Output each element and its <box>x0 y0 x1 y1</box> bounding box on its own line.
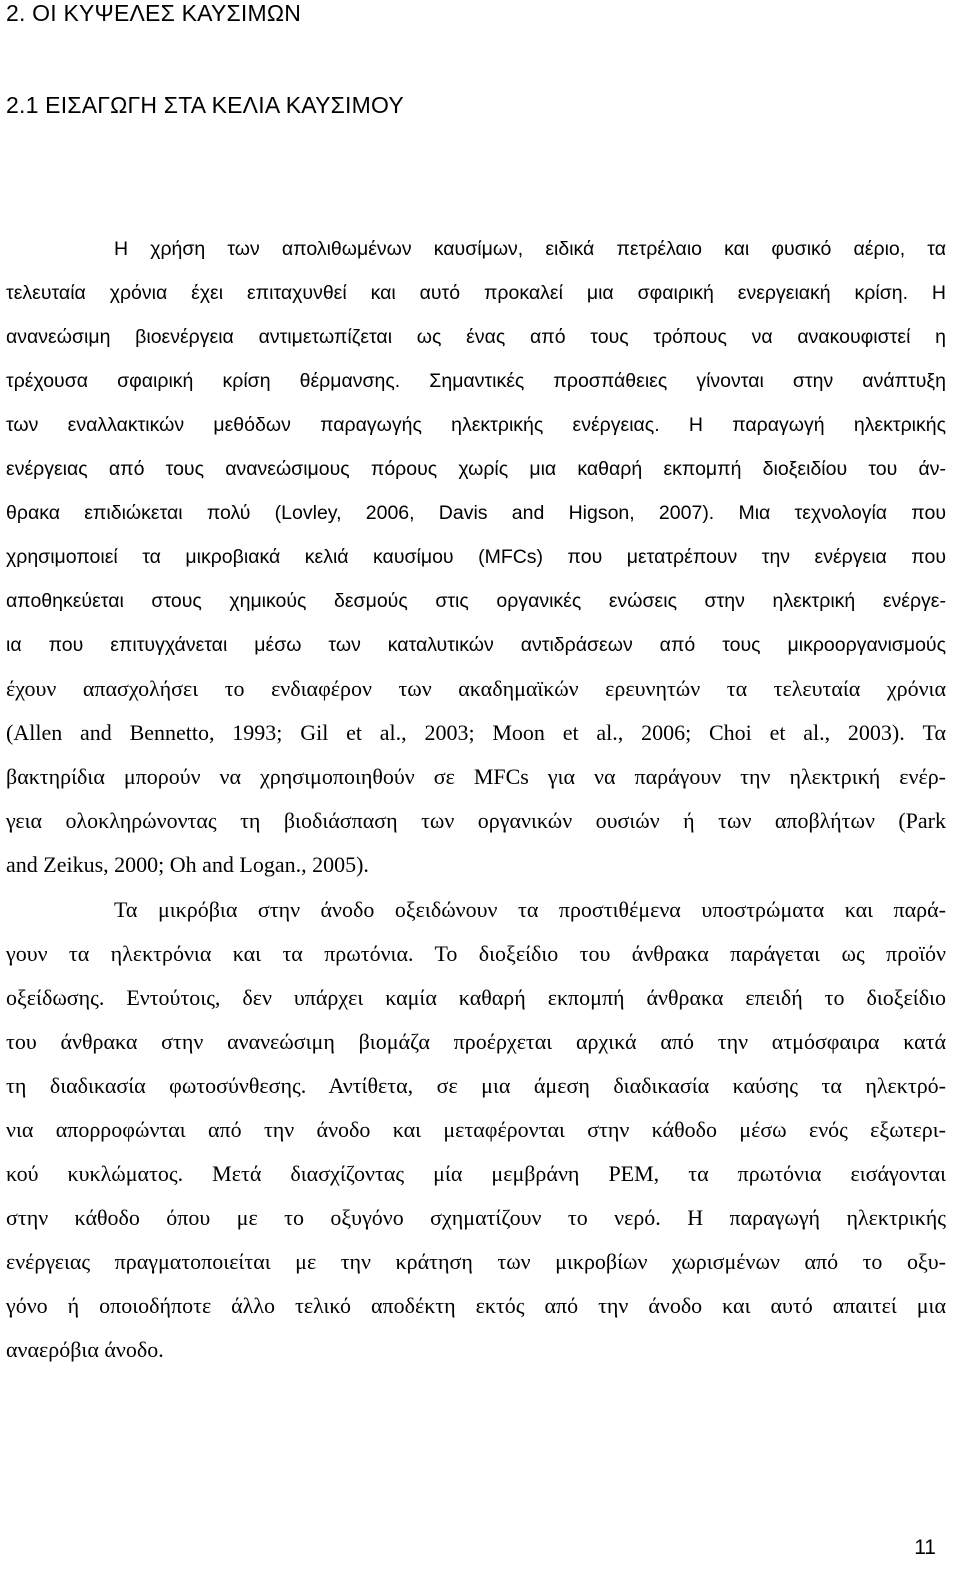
text-line: ανανεώσιμη βιοενέργεια αντιμετωπίζεται ως ένας από τους τρόπους να ανακουφιστεί η <box>6 326 946 348</box>
text-line: (Allen and Bennetto, 1993; Gil et al., 2003; Moon et al., 2006; Choi et al., 2003). Τα <box>6 720 946 745</box>
text-line: νια απορροφώνται από την άνοδο και μεταφέρονται στην κάθοδο μέσω ενός εξωτερι- <box>6 1117 946 1142</box>
paragraph-1 <box>6 227 946 887</box>
text-line: των εναλλακτικών μεθόδων παραγωγής ηλεκτρικής ενέργειας. Η παραγωγή ηλεκτρικής <box>6 414 946 436</box>
text-line: του άνθρακα στην ανανεώσιμη βιομάζα προέρχεται αρχικά από την ατμόσφαιρα κατά <box>6 1029 946 1054</box>
text-line: ια που επιτυγχάνεται μέσω των καταλυτικών αντιδράσεων από τους μικροοργανισμούς <box>6 634 946 656</box>
text-line: τη διαδικασία φωτοσύνθεσης. Αντίθετα, σε μια άμεση διαδικασία καύσης τα ηλεκτρό- <box>6 1073 946 1098</box>
text-line: έχουν απασχολήσει το ενδιαφέρον των ακαδημαϊκών ερευνητών τα τελευταία χρόνια <box>6 676 946 701</box>
text-line: Η χρήση των απολιθωμένων καυσίμων, ειδικά πετρέλαιο και φυσικό αέριο, τα <box>114 238 946 260</box>
text-line: ενέργειας από τους ανανεώσιμους πόρους χωρίς μια καθαρή εκπομπή διοξειδίου του άν- <box>6 458 946 480</box>
text-line: αποθηκεύεται στους χημικούς δεσμούς στις οργανικές ενώσεις στην ηλεκτρική ενέργε- <box>6 590 946 612</box>
paragraph-2 <box>6 888 946 1372</box>
section-heading: 2.1 ΕΙΣΑΓΩΓΗ ΣΤΑ ΚΕΛΙΑ ΚΑΥΣΙΜΟΥ <box>6 92 404 118</box>
text-line: γεια ολοκληρώνοντας τη βιοδιάσπαση των οργανικών ουσιών ή των αποβλήτων (Park <box>6 808 946 833</box>
text-line: γουν τα ηλεκτρόνια και τα πρωτόνια. Το διοξείδιο του άνθρακα παράγεται ως προϊόν <box>6 941 946 966</box>
chapter-heading: 2. ΟΙ ΚΥΨΕΛΕΣ ΚΑΥΣΙΜΩΝ <box>6 0 302 26</box>
text-line: Τα μικρόβια στην άνοδο οξειδώνουν τα προστιθέμενα υποστρώματα και παρά- <box>114 897 946 922</box>
text-line: στην κάθοδο όπου με το οξυγόνο σχηματίζουν το νερό. Η παραγωγή ηλεκτρικής <box>6 1205 946 1230</box>
text-line: οξείδωσης. Εντούτοις, δεν υπάρχει καμία καθαρή εκπομπή άνθρακα επειδή το διοξείδιο <box>6 985 946 1010</box>
text-line: βακτηρίδια μπορούν να χρησιμοποιηθούν σε MFCs για να παράγουν την ηλεκτρική ενέρ- <box>6 764 946 789</box>
text-line: τρέχουσα σφαιρική κρίση θέρμανσης. Σημαντικές προσπάθειες γίνονται στην ανάπτυξη <box>6 370 946 392</box>
text-line: κού κυκλώματος. Μετά διασχίζοντας μία μεμβράνη PEM, τα πρωτόνια εισάγονται <box>6 1161 946 1186</box>
text-line: ενέργειας πραγματοποιείται με την κράτηση των μικροβίων χωρισμένων από το οξυ- <box>6 1249 946 1274</box>
text-line: τελευταία χρόνια έχει επιταχυνθεί και αυτό προκαλεί μια σφαιρική ενεργειακή κρίση. Η <box>6 282 946 304</box>
text-line: and Zeikus, 2000; Oh and Logan., 2005). <box>6 852 369 877</box>
page-number: 11 <box>914 1536 936 1559</box>
text-line: γόνο ή οποιοδήποτε άλλο τελικό αποδέκτη εκτός από την άνοδο και αυτό απαιτεί μια <box>6 1293 946 1318</box>
text-line: θρακα επιδιώκεται πολύ (Lovley, 2006, Davis and Higson, 2007). Μια τεχνολογία που <box>6 502 946 524</box>
text-line: χρησιμοποιεί τα μικροβιακά κελιά καυσίμου (MFCs) που μετατρέπουν την ενέργεια που <box>6 546 946 568</box>
text-line: αναερόβια άνοδο. <box>6 1337 164 1362</box>
